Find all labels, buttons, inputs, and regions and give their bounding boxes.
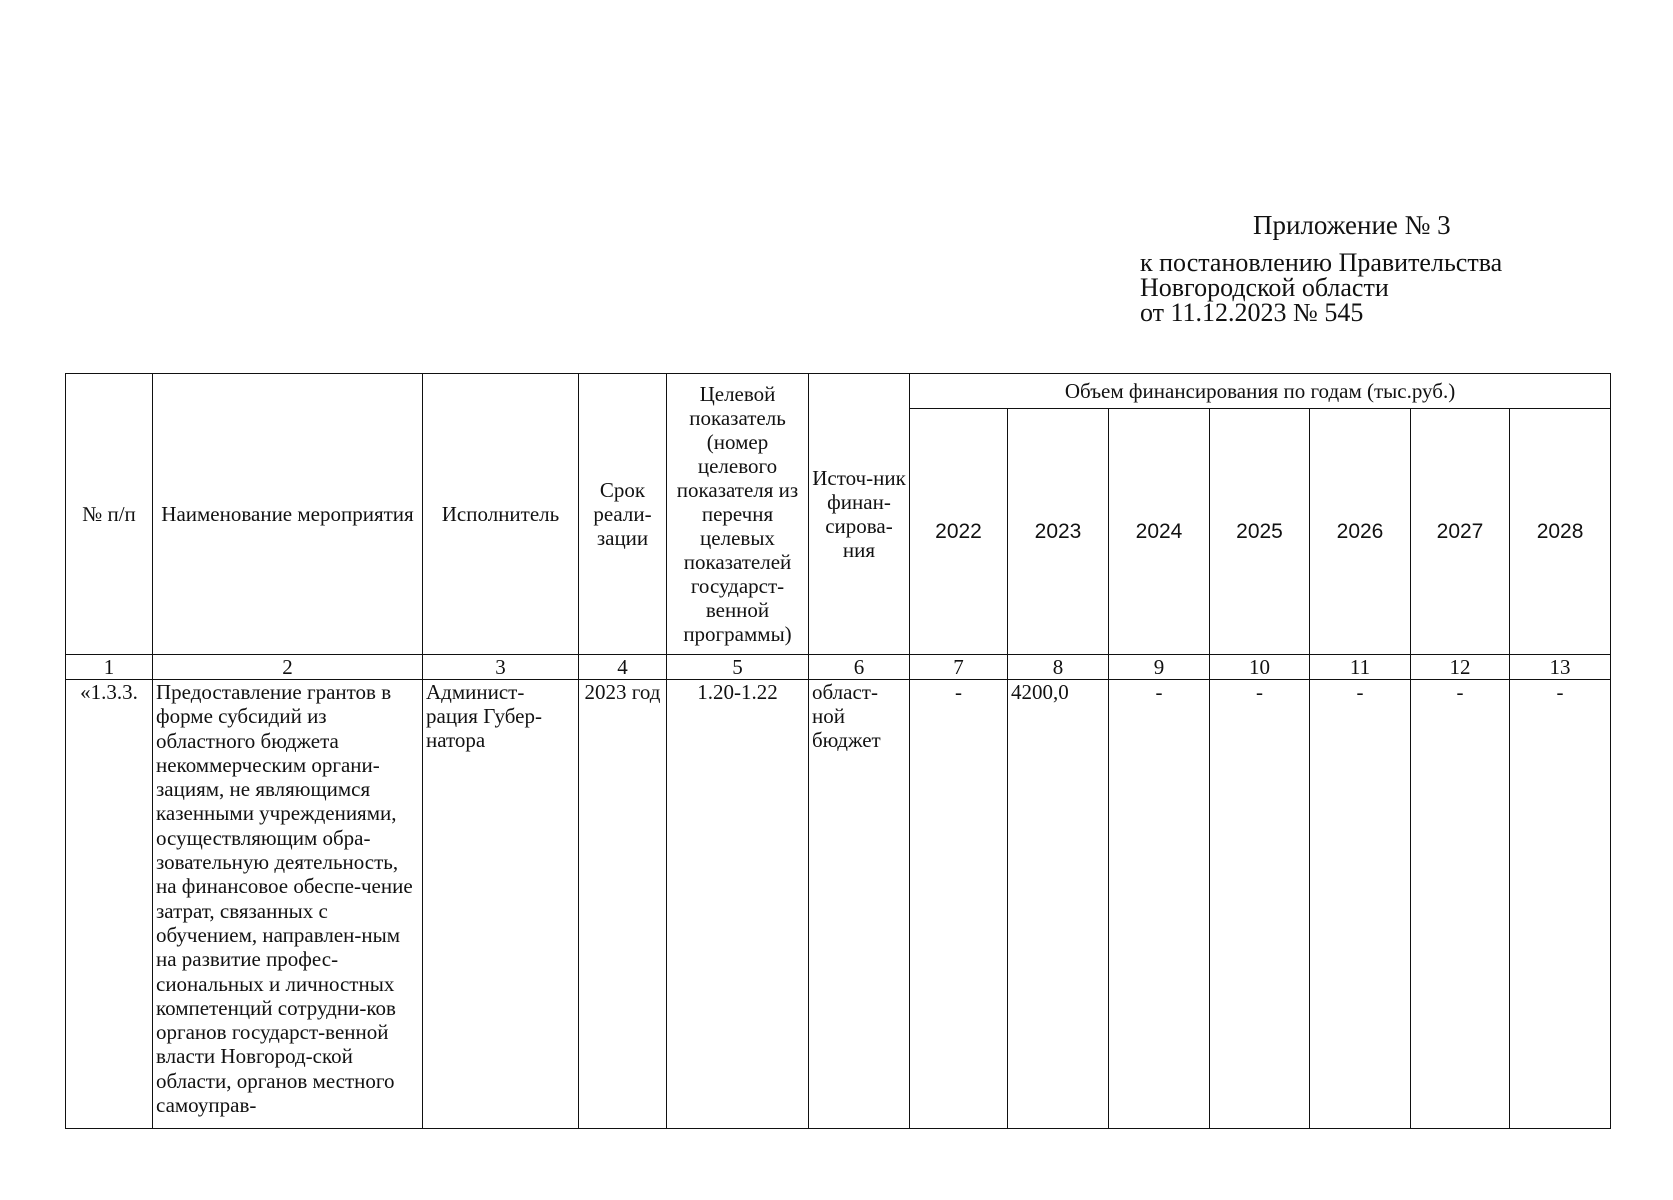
row-term: 2023 год xyxy=(579,680,667,1129)
header-year-2022: 2022 xyxy=(910,409,1008,655)
row-value-2026: - xyxy=(1310,680,1411,1129)
header-year-2025: 2025 xyxy=(1210,409,1310,655)
column-number: 5 xyxy=(667,655,809,680)
column-number: 3 xyxy=(423,655,579,680)
row-value-2023: 4200,0 xyxy=(1008,680,1109,1129)
column-number: 12 xyxy=(1411,655,1510,680)
header-year-2028: 2028 xyxy=(1510,409,1611,655)
header-num: № п/п xyxy=(66,374,153,655)
appendix-ref-line-2: Новгородской области xyxy=(1140,273,1389,302)
header-year-2024: 2024 xyxy=(1109,409,1210,655)
column-number: 2 xyxy=(153,655,423,680)
header-year-2026: 2026 xyxy=(1310,409,1411,655)
header-year-2023: 2023 xyxy=(1008,409,1109,655)
row-name: Предоставление грантов в форме субсидий из областного бюджета некоммерческим органи-зациям, не являющимся казенными учреждениями, осуществляющим обра-зовательную деятельность, на финансовое обеспе-чение затрат, связанных с обучением, направлен-ным на развитие профес-сиональных и личностных компетенций сотрудни-ков органов государст-венной власти Новгород-ской области, органов местного самоуправ- xyxy=(153,680,423,1129)
appendix-reference xyxy=(1140,250,1502,325)
row-value-2028: - xyxy=(1510,680,1611,1129)
row-executor: Админист-рация Губер-натора xyxy=(423,680,579,1129)
column-number-row xyxy=(66,655,1611,680)
appendix-title: Приложение № 3 xyxy=(1253,210,1451,240)
column-number: 1 xyxy=(66,655,153,680)
header-target: Целевой показатель (номер целевого показателя из перечня целевых показателей государст-венной программы) xyxy=(667,374,809,655)
column-number: 8 xyxy=(1008,655,1109,680)
header-executor: Исполнитель xyxy=(423,374,579,655)
header-name: Наименование мероприятия xyxy=(153,374,423,655)
row-value-2024: - xyxy=(1109,680,1210,1129)
column-number: 11 xyxy=(1310,655,1411,680)
header-financing: Объем финансирования по годам (тыс.руб.) xyxy=(910,374,1611,409)
row-value-2022: - xyxy=(910,680,1008,1129)
row-source: област-ной бюджет xyxy=(809,680,910,1129)
column-number: 4 xyxy=(579,655,667,680)
appendix-ref-line-3: от 11.12.2023 № 545 xyxy=(1140,298,1364,327)
header-source: Источ-ник финан-сирова-ния xyxy=(809,374,910,655)
header-year-2027: 2027 xyxy=(1411,409,1510,655)
column-number: 13 xyxy=(1510,655,1611,680)
header-term: Срок реали-зации xyxy=(579,374,667,655)
column-number: 9 xyxy=(1109,655,1210,680)
row-num: «1.3.3. xyxy=(66,680,153,1129)
appendix-ref-line-1: к постановлению Правительства xyxy=(1140,248,1503,277)
row-value-2027: - xyxy=(1411,680,1510,1129)
financing-table xyxy=(65,373,1611,1129)
column-number: 7 xyxy=(910,655,1008,680)
row-target: 1.20-1.22 xyxy=(667,680,809,1129)
row-value-2025: - xyxy=(1210,680,1310,1129)
column-number: 6 xyxy=(809,655,910,680)
column-number: 10 xyxy=(1210,655,1310,680)
table-row xyxy=(66,680,1611,1129)
